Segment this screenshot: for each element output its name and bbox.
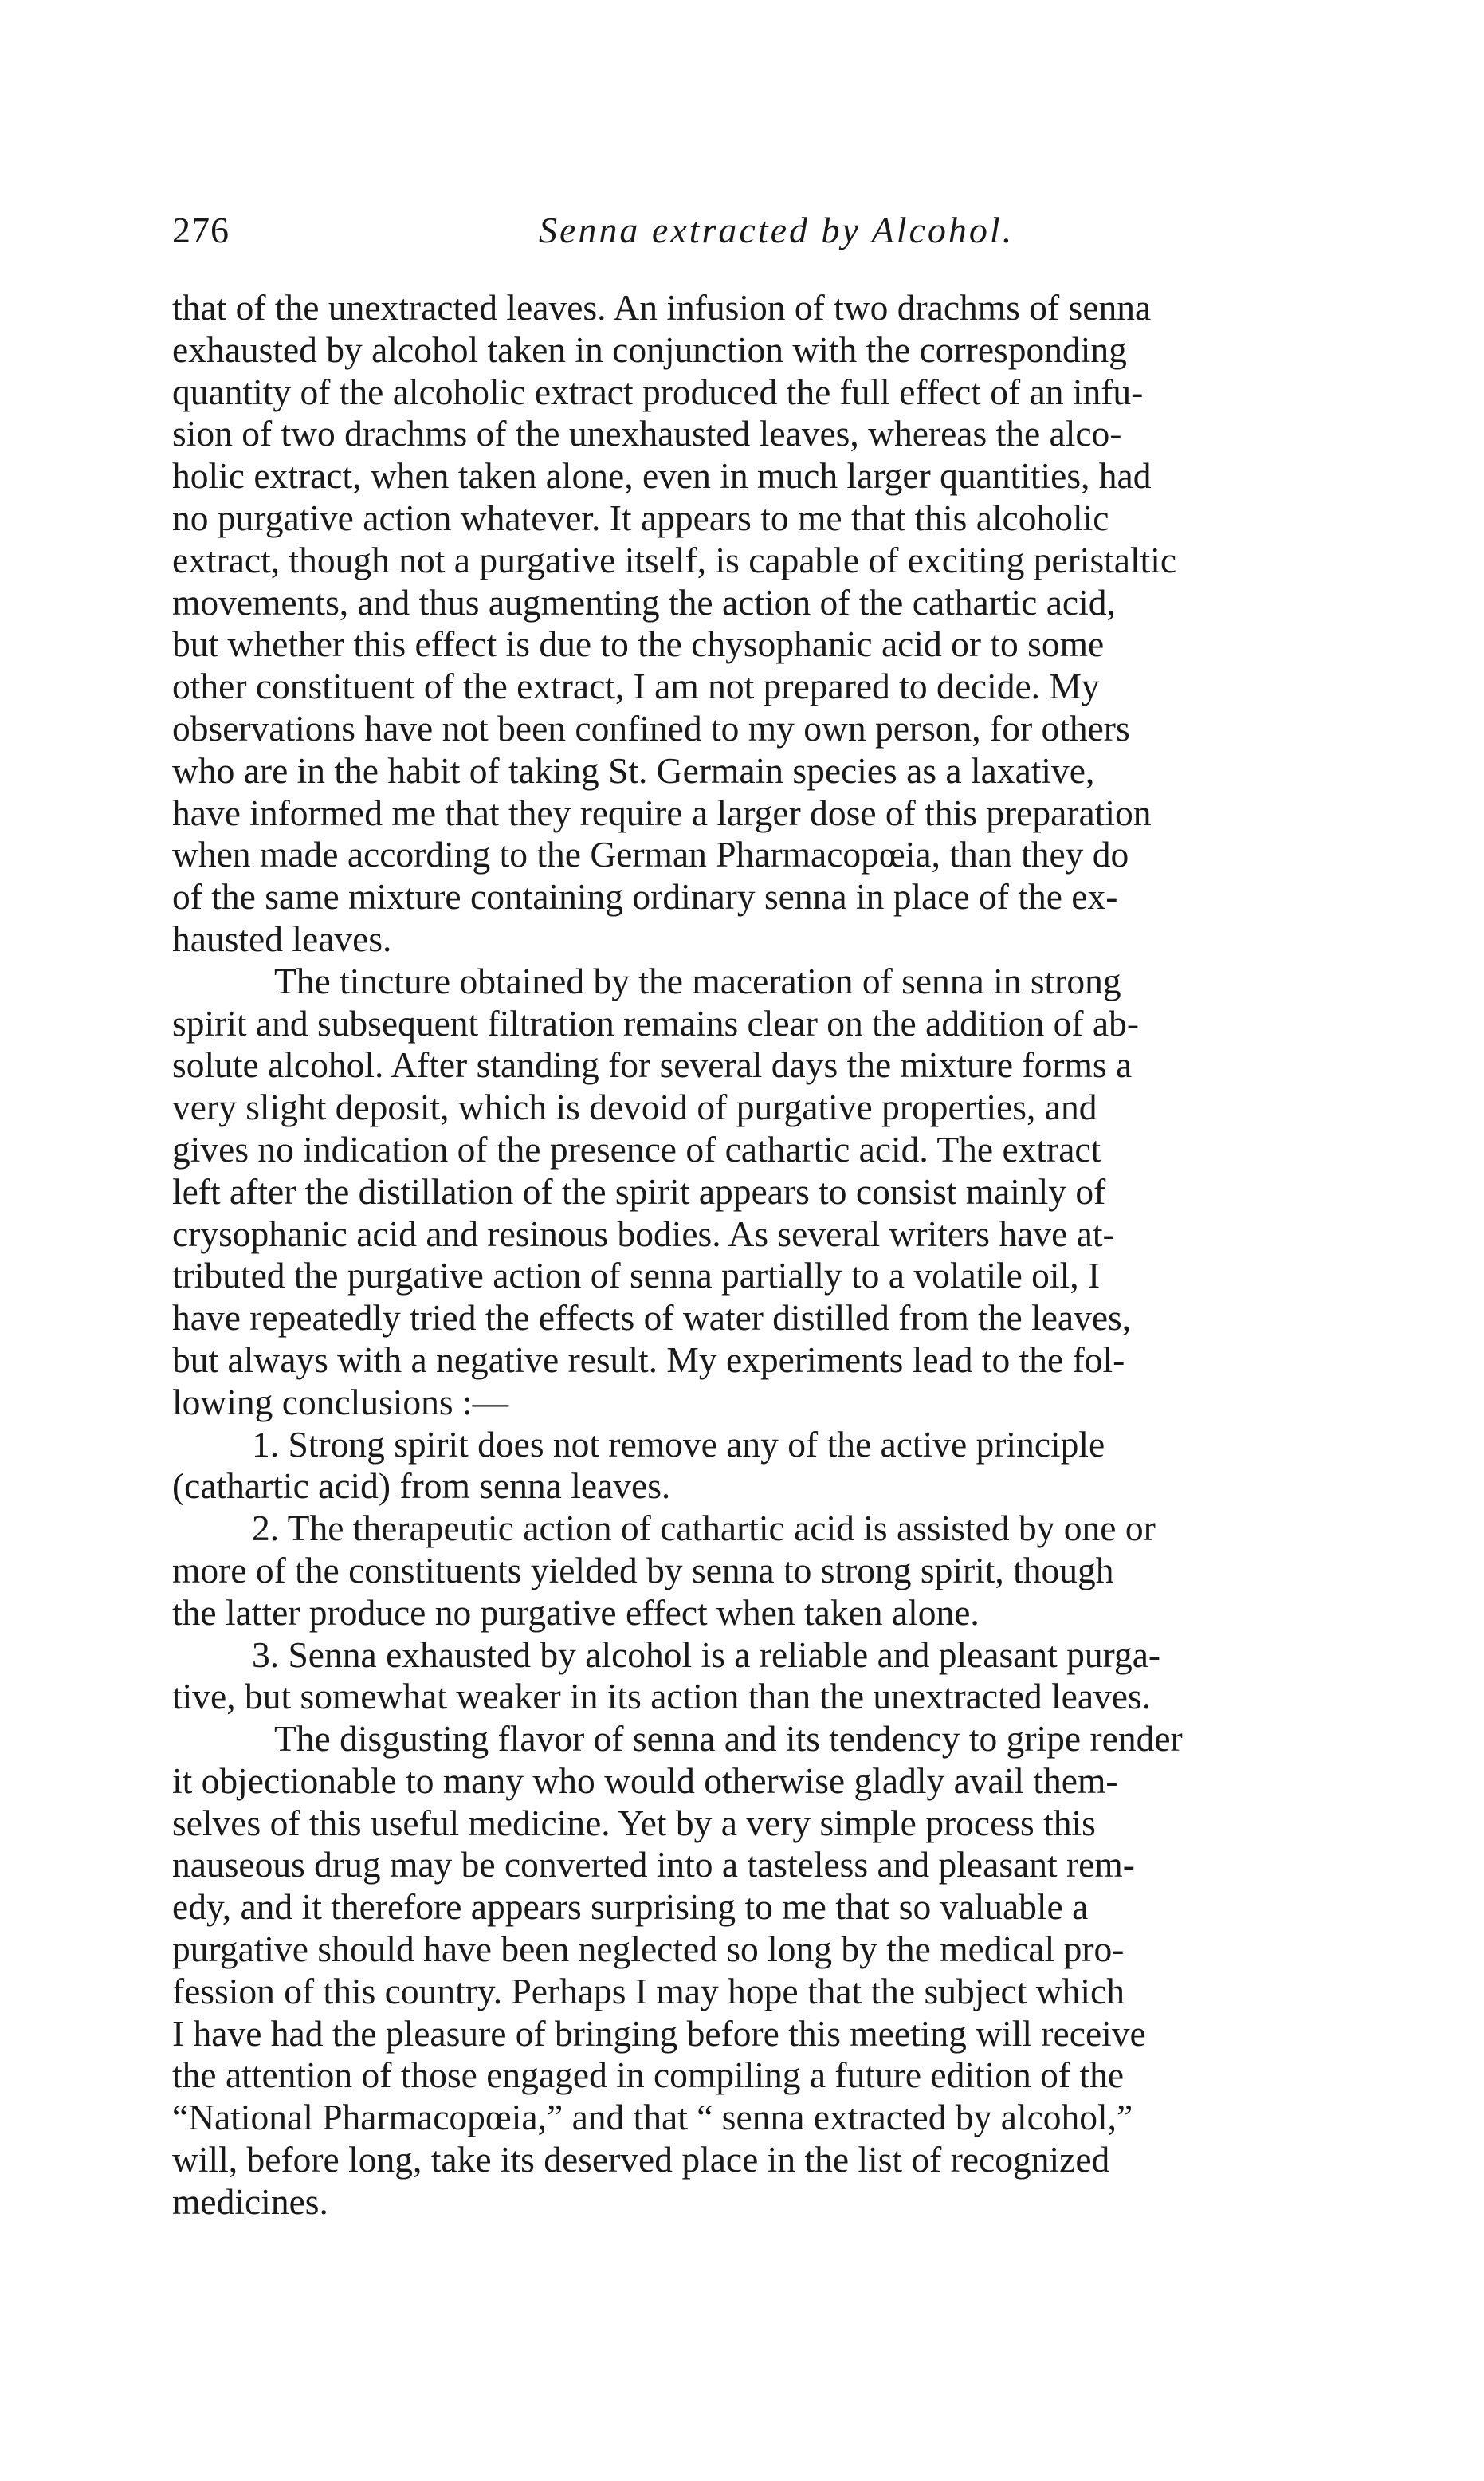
text-line: but always with a negative result. My experiments lead to the fol- xyxy=(172,1339,1125,1380)
text-line: of the same mixture containing ordinary senna in place of the ex- xyxy=(172,876,1118,918)
text-line: tributed the purgative action of senna partially to a volatile oil, I xyxy=(172,1255,1101,1296)
paragraph-start-line: The disgusting flavor of senna and its tendency to gripe render xyxy=(274,1718,1183,1760)
text-line: solute alcohol. After standing for several days the mixture forms a xyxy=(172,1044,1133,1086)
text-line: fession of this country. Perhaps I may hope that the subject which xyxy=(172,1970,1125,2011)
text-line: nauseous drug may be converted into a tasteless and pleasant rem- xyxy=(172,1844,1135,1885)
text-line: the latter produce no purgative effect when taken alone. xyxy=(172,1591,980,1633)
text-line: lowing conclusions :— xyxy=(172,1381,509,1422)
text-line: I have had the pleasure of bringing before this meeting will receive xyxy=(172,2012,1146,2054)
text-line: have informed me that they require a larger dose of this preparation xyxy=(172,792,1152,833)
text-line: observations have not been confined to my own person, for others xyxy=(172,707,1130,749)
text-line: edy, and it therefore appears surprising to me that so valuable a xyxy=(172,1886,1089,1928)
page-number: 276 xyxy=(172,210,230,250)
conclusion-item-2: 2. The therapeutic action of cathartic acid is assisted by one or xyxy=(252,1508,1156,1549)
text-line: selves of this useful medicine. Yet by a very simple process this xyxy=(172,1802,1096,1843)
text-line: no purgative action whatever. It appears to me that this alcoholic xyxy=(172,497,1109,538)
conclusion-item-3: 3. Senna exhausted by alcohol is a reliable and pleasant purga- xyxy=(252,1634,1161,1675)
text-line: quantity of the alcoholic extract produced the full effect of an infu- xyxy=(172,371,1144,412)
text-line: when made according to the German Pharmacopœia, than they do xyxy=(172,834,1129,875)
text-line: other constituent of the extract, I am not prepared to decide. My xyxy=(172,666,1100,707)
text-line: extract, though not a purgative itself, is capable of exciting peristaltic xyxy=(172,539,1177,580)
text-line: (cathartic acid) from senna leaves. xyxy=(172,1465,671,1507)
text-line: sion of two drachms of the unexhausted leaves, whereas the alco- xyxy=(172,413,1122,454)
conclusion-item-1: 1. Strong spirit does not remove any of the active principle xyxy=(252,1423,1105,1465)
text-line: it objectionable to many who would otherwise gladly avail them- xyxy=(172,1760,1118,1801)
text-line: more of the constituents yielded by senna to strong spirit, though xyxy=(172,1549,1114,1590)
text-line: tive, but somewhat weaker in its action than the unextracted leaves. xyxy=(172,1676,1152,1717)
text-line: the attention of those engaged in compiling a future edition of the xyxy=(172,2054,1125,2096)
text-line: crysophanic acid and resinous bodies. As several writers have at- xyxy=(172,1213,1115,1254)
text-line: gives no indication of the presence of cathartic acid. The extract xyxy=(172,1128,1101,1170)
text-line: spirit and subsequent filtration remains clear on the addition of ab- xyxy=(172,1002,1139,1044)
text-line: movements, and thus augmenting the action of the cathartic acid, xyxy=(172,581,1116,623)
text-line: medicines. xyxy=(172,2180,328,2222)
running-head xyxy=(172,209,1272,257)
text-line: will, before long, take its deserved place in the list of recognized xyxy=(172,2139,1110,2180)
text-line: holic extract, when taken alone, even in much larger quantities, had xyxy=(172,455,1152,497)
text-line: hausted leaves. xyxy=(172,918,392,959)
text-line: who are in the habit of taking St. Germain species as a laxative, xyxy=(172,749,1095,791)
text-line: very slight deposit, which is devoid of purgative properties, and xyxy=(172,1087,1097,1128)
text-line: exhausted by alcohol taken in conjunction with the corresponding xyxy=(172,328,1127,370)
body-text xyxy=(172,287,1455,2223)
paragraph-start-line: The tincture obtained by the maceration of senna in strong xyxy=(274,960,1121,1001)
text-line: that of the unextracted leaves. An infusion of two drachms of senna xyxy=(172,287,1152,328)
running-title: Senna extracted by Alcohol. xyxy=(539,210,1015,250)
text-line: purgative should have been neglected so long by the medical pro- xyxy=(172,1929,1125,1970)
text-line: but whether this effect is due to the chysophanic acid or to some xyxy=(172,623,1105,665)
text-line: have repeatedly tried the effects of water distilled from the leaves, xyxy=(172,1297,1132,1339)
text-line: left after the distillation of the spirit appears to consist mainly of xyxy=(172,1170,1106,1212)
text-line: “National Pharmacopœia,” and that “ senna extracted by alcohol,” xyxy=(172,2097,1133,2138)
